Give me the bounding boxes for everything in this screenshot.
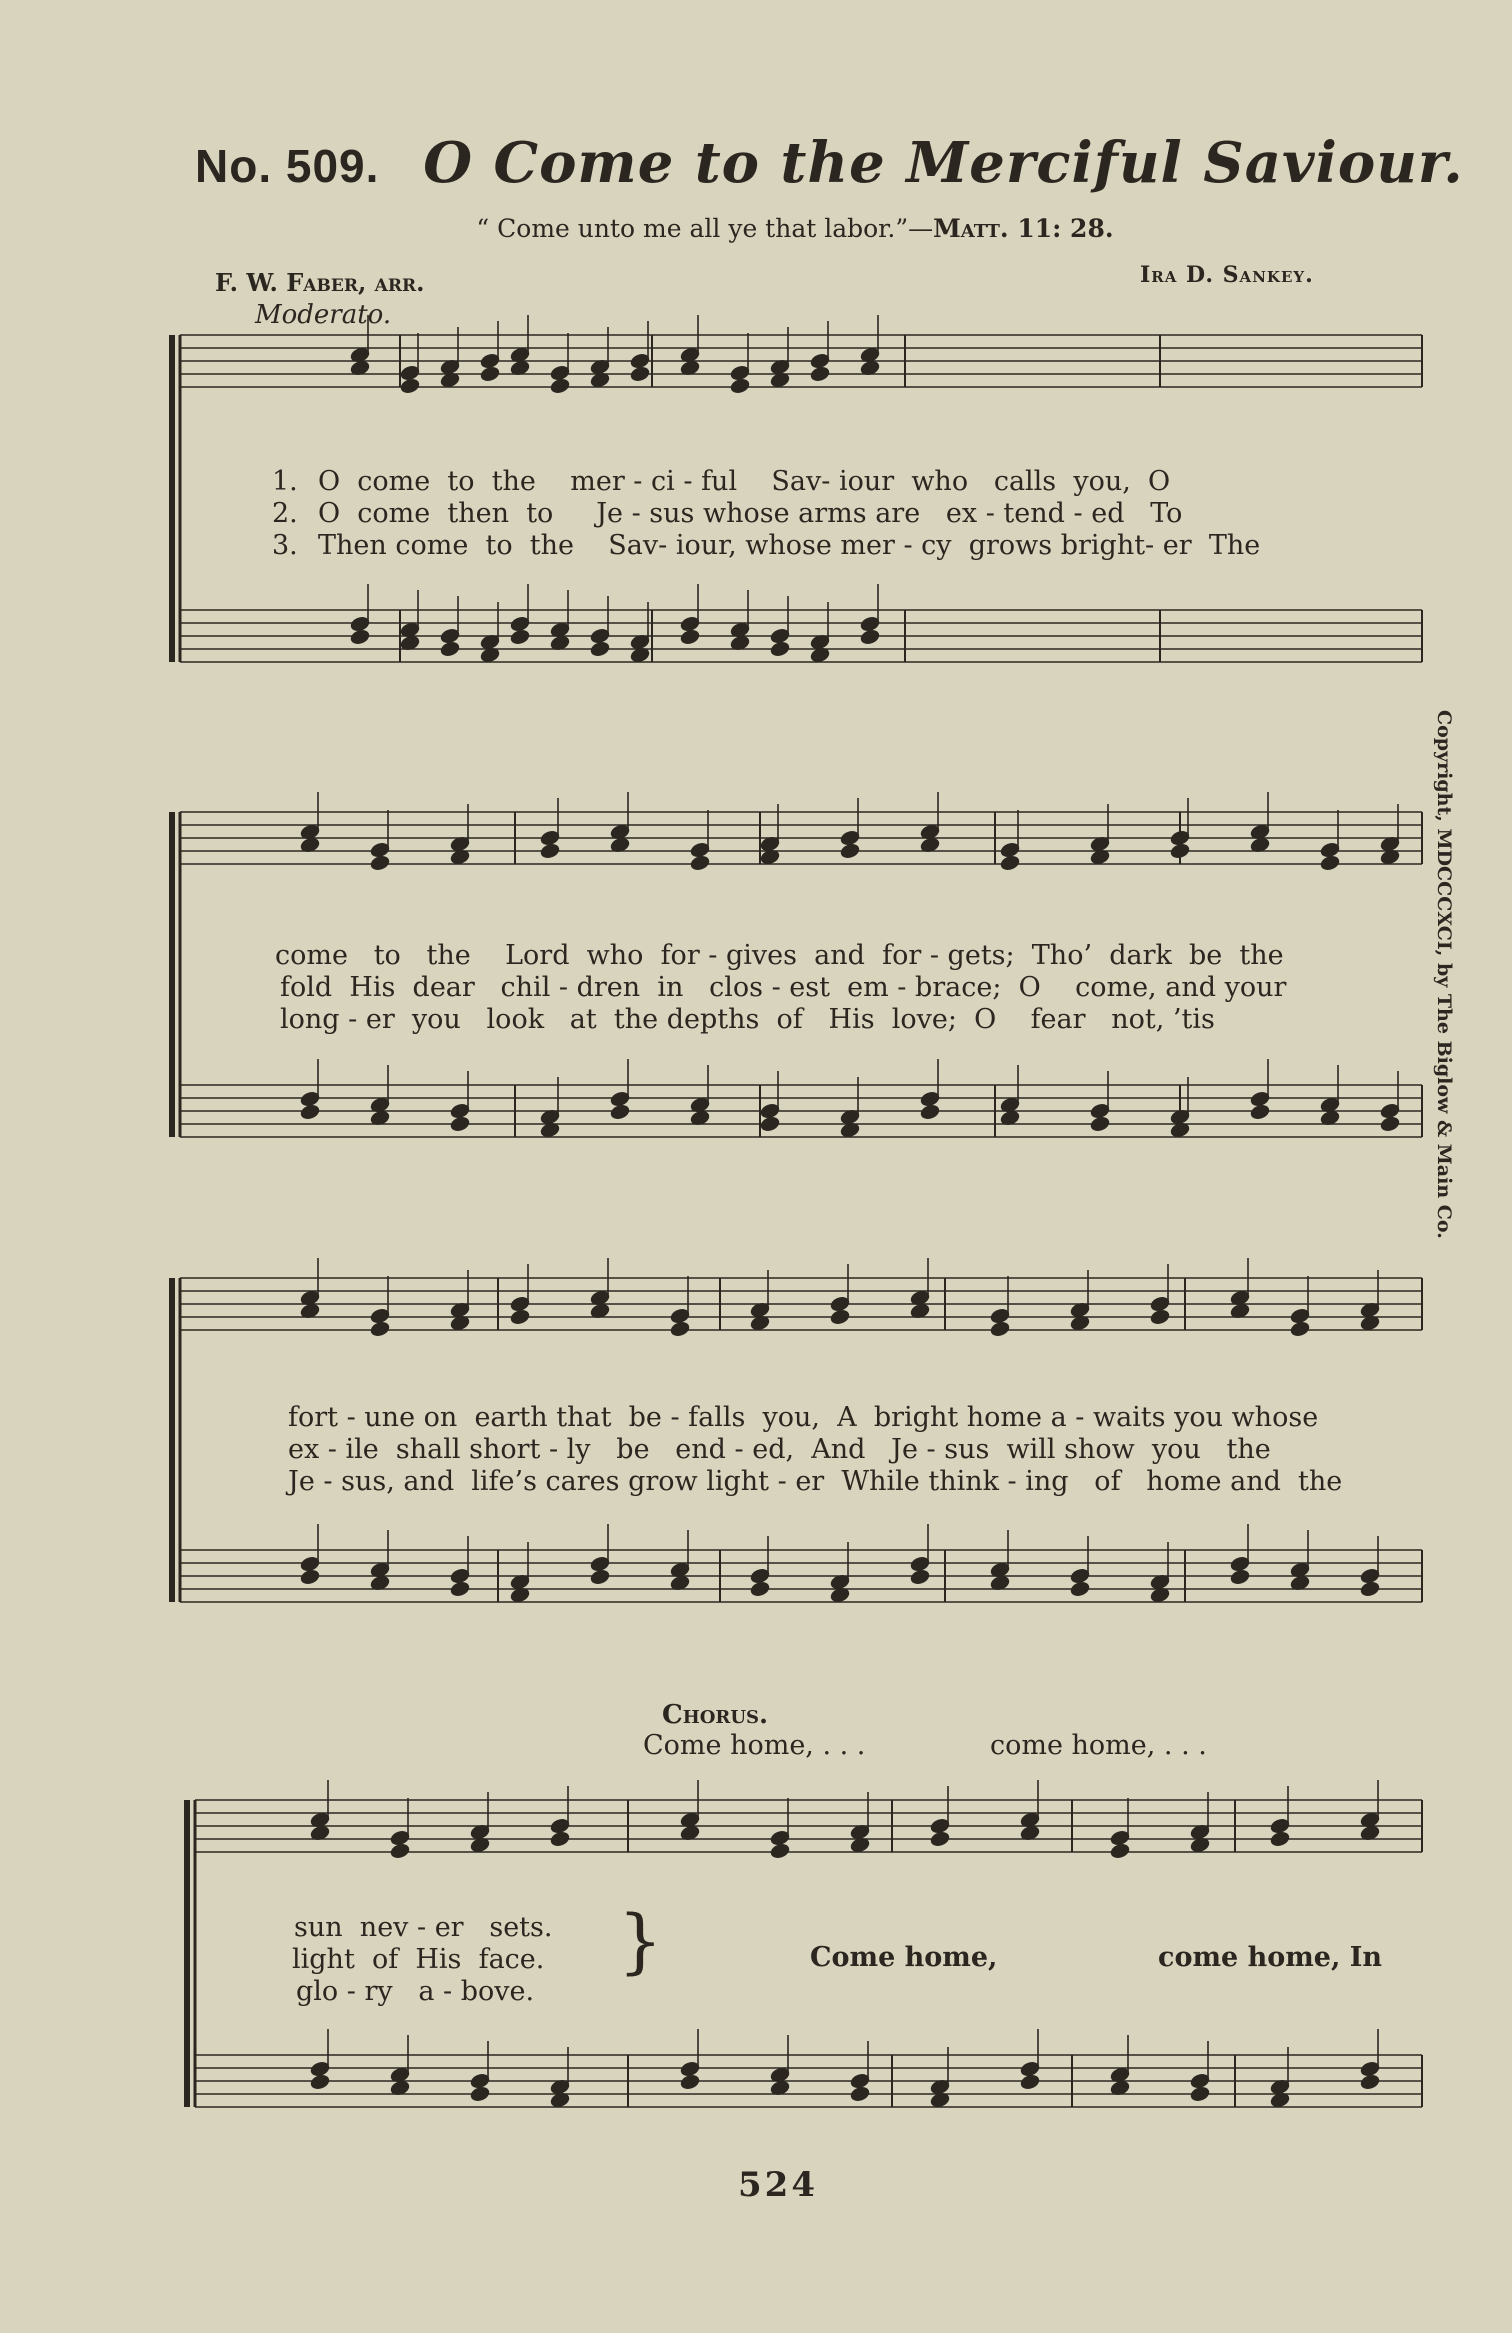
note-head <box>369 854 390 871</box>
chorus-top-left: Come home, . . . <box>643 1730 866 1761</box>
note-head <box>769 1842 790 1859</box>
lyric-line: glo - ry a - bove. <box>296 1976 535 2007</box>
chorus-mid-left: Come home, <box>810 1942 998 1973</box>
note-head <box>609 1103 630 1120</box>
note-head <box>929 1830 950 1847</box>
chorus-label: Chorus. <box>662 1700 769 1730</box>
note-head <box>549 377 570 394</box>
verse-brace: } <box>618 1900 663 1982</box>
note-head <box>669 1320 690 1337</box>
note-head <box>759 1115 780 1132</box>
lyric-line: O come then to Je - sus whose arms are ex - tend - ed To <box>318 498 1183 529</box>
lyric-line: fold His dear chil - dren in clos - est em - brace; O come, and your <box>280 972 1287 1003</box>
note-head <box>539 842 560 859</box>
note-head <box>839 842 860 859</box>
note-head <box>509 1308 530 1325</box>
verse-number-1: 1. <box>272 466 298 497</box>
note-head <box>689 854 710 871</box>
note-head <box>919 1103 940 1120</box>
note-head <box>1189 2085 1210 2102</box>
note-head <box>749 1580 770 1597</box>
lyric-line: Je - sus, and life’s cares grow light - er While think - ing of home and the <box>288 1466 1343 1497</box>
note-head <box>809 365 830 382</box>
lyric-line: sun nev - er sets. <box>294 1912 553 1943</box>
note-head <box>1229 1568 1250 1585</box>
note-head <box>479 365 500 382</box>
note-head <box>679 2073 700 2090</box>
note-head <box>829 1308 850 1325</box>
note-head <box>1149 1308 1170 1325</box>
chorus-top-right: come home, . . . <box>990 1730 1207 1761</box>
composer-credit: Ira D. Sankey. <box>1140 262 1314 288</box>
note-head <box>549 1830 570 1847</box>
lyric-line: Then come to the Sav- iour, whose mer - cy grows bright- er The <box>318 530 1261 561</box>
note-head <box>589 640 610 657</box>
note-head <box>909 1568 930 1585</box>
note-head <box>469 2085 490 2102</box>
note-head <box>1069 1580 1090 1597</box>
lyric-line: O come to the mer - ci - ful Sav- iour who calls you, O <box>318 466 1171 497</box>
note-head <box>729 377 750 394</box>
note-head <box>309 2073 330 2090</box>
note-head <box>509 628 530 645</box>
note-head <box>449 1115 470 1132</box>
hymn-name: O Come to the Merciful Saviour. <box>423 130 1464 196</box>
note-head <box>1019 2073 1040 2090</box>
note-head <box>299 1568 320 1585</box>
note-head <box>449 1580 470 1597</box>
note-head <box>1379 1115 1400 1132</box>
note-head <box>999 854 1020 871</box>
note-head <box>369 1320 390 1337</box>
note-head <box>1359 1580 1380 1597</box>
note-head <box>349 628 370 645</box>
note-head <box>399 377 420 394</box>
chorus-mid-right: come home, In <box>1158 1942 1383 1973</box>
lyric-line: fort - une on earth that be - falls you, A bright home a - waits you whose <box>288 1402 1319 1433</box>
note-head <box>769 640 790 657</box>
note-head <box>1289 1320 1310 1337</box>
page-number: 524 <box>738 2165 818 2205</box>
note-head <box>989 1320 1010 1337</box>
verse-number-2: 2. <box>272 498 298 529</box>
note-head <box>1319 854 1340 871</box>
lyric-line: light of His face. <box>292 1944 545 1975</box>
lyric-line: come to the Lord who for - gives and for - gets; Tho’ dark be the <box>275 940 1284 971</box>
note-head <box>389 1842 410 1859</box>
note-head <box>1089 1115 1110 1132</box>
note-head <box>1359 2073 1380 2090</box>
tempo-marking: Moderato. <box>255 300 392 330</box>
note-head <box>1169 842 1190 859</box>
note-head <box>439 640 460 657</box>
epigraph-quote: “ Come unto me all ye that labor.”— <box>476 214 934 243</box>
note-head <box>859 628 880 645</box>
note-head <box>679 628 700 645</box>
author-credit: F. W. Faber, arr. <box>215 268 425 297</box>
note-head <box>1109 1842 1130 1859</box>
epigraph-reference: Matt. 11: 28. <box>933 214 1114 243</box>
verse-number-3: 3. <box>272 530 298 561</box>
lyric-line: long - er you look at the depths of His love; O fear not, ’tis <box>280 1004 1215 1035</box>
copyright-notice: Copyright, MDCCCXCI, by The Biglow & Main Co. <box>1433 710 1455 1239</box>
note-head <box>849 2085 870 2102</box>
note-head <box>299 1103 320 1120</box>
note-head <box>1249 1103 1270 1120</box>
hymn-number: No. 509. <box>195 140 380 192</box>
lyric-line: ex - ile shall short - ly be end - ed, And Je - sus will show you the <box>288 1434 1271 1465</box>
note-head <box>629 365 650 382</box>
note-head <box>1269 1830 1290 1847</box>
note-head <box>589 1568 610 1585</box>
